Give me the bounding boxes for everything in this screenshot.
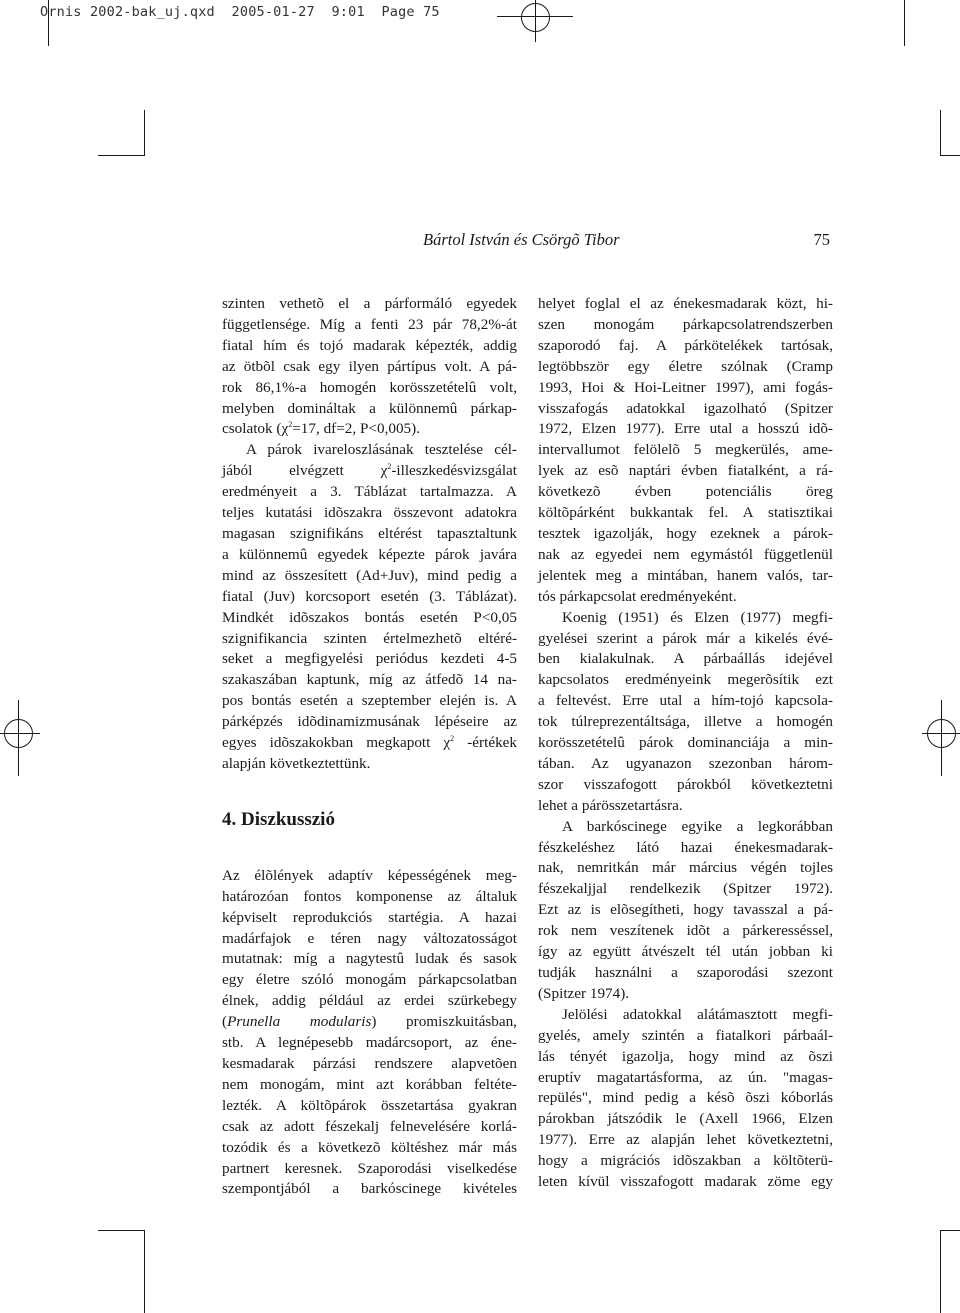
text-line: fiatal (Juv) korcsoport esetén (3. Táblázat). (222, 587, 517, 605)
text-line: tudják használni a szaporodási szezont (538, 964, 833, 981)
text-line: fészkeléshez látó hazai énekesmadarak- (538, 838, 833, 856)
text-line: egy életre szóló monogám párkapcsolatban (222, 971, 517, 989)
text-line: eruptív magatartásforma, az ún. "magas- (538, 1068, 833, 1086)
text-line: A barkóscinege egyike a legkorábban (562, 817, 833, 835)
text-fragment: =17, df=2, P<0,005). (292, 420, 421, 438)
text-line (222, 461, 517, 482)
text-line: rok 86,1%-a homogén korösszetételû volt, (222, 378, 517, 396)
text-line: fészekaljjal rendelkezik (Spitzer 1972). (538, 880, 833, 898)
crop-mark (144, 1230, 145, 1313)
printer-slug (40, 4, 440, 20)
slug-page-label: Page 75 (381, 4, 440, 20)
slug-filename: Ornis 2002-bak_uj.qxd (40, 4, 215, 20)
text-line: szen monogám párkapcsolatrendszerben (538, 315, 833, 333)
text-line: párképzés idõdinamizmusának lépéseire az (222, 713, 517, 731)
text-line: Az élõlények adaptív képességének meg- (222, 866, 517, 884)
crop-mark (98, 1230, 144, 1231)
text-line: gyelés, amely szintén a fiatalkori párbaál- (538, 1026, 833, 1044)
text-line: Koenig (1951) és Elzen (1977) megfi- (562, 608, 833, 626)
paragraph (538, 608, 833, 817)
superscript: 2 (450, 734, 455, 744)
text-line (222, 419, 517, 440)
text-line: tós párkapcsolat eredményeként. (538, 587, 737, 605)
text-line: mind az összesített (Ad+Juv), mind pedig a (222, 566, 517, 584)
text-fragment: ( (222, 1013, 228, 1031)
paragraph (538, 1005, 833, 1193)
text-line: a feltevést. Erre utal a hím-tojó kapcsola- (538, 692, 833, 710)
crop-mark (940, 1230, 941, 1313)
text-line: nak az egyedei nem egymástól függetlenül (538, 545, 833, 563)
paragraph (222, 440, 517, 775)
paragraph (538, 294, 833, 608)
crop-mark (940, 110, 941, 156)
species-name: Prunella modularis (227, 1013, 372, 1031)
slug-date: 2005-01-27 (231, 4, 315, 20)
text-line: párokban játszódik le (Axell 1966, Elzen (538, 1110, 833, 1128)
text-line: intervallumot felölelõ 5 megkerülés, ame- (538, 441, 833, 459)
running-head (390, 230, 832, 254)
crop-mark (904, 0, 905, 46)
text-line: élnek, addig például az erdei szürkebegy (222, 992, 517, 1010)
text-line: alapján következtettünk. (222, 754, 371, 772)
text-line: az ötbõl csak egy ilyen pártípus volt. A pá- (222, 357, 517, 375)
superscript: 2 (288, 420, 293, 430)
text-line: így az együtt átvészelt tél után jobban ki (538, 943, 833, 961)
text-line (222, 733, 517, 754)
text-line: pos bontás esetén a szeptember elején is. A (222, 692, 517, 710)
text-line: tozódik és a következõ költéshez már más (222, 1138, 517, 1156)
superscript: 2 (387, 462, 392, 472)
text-line: stb. A legnépesebb madárcsoport, az éne- (222, 1034, 517, 1052)
text-line: fiatal hím és tojó madarak képezték, addig (222, 336, 517, 354)
crop-mark (940, 155, 960, 156)
text-line: hogy a migrációs idõszakban a költõterü- (538, 1152, 833, 1170)
text-line: ben kialakulnak. A párbaállás idejével (538, 650, 833, 668)
crop-mark (98, 155, 144, 156)
text-line: határozóan fontos komponense az általuk (222, 887, 517, 905)
text-line: szempontjából a barkóscinege kivételes (222, 1180, 517, 1198)
text-line: kesmadarak párzási rendszere alapvetõen (222, 1055, 517, 1072)
text-line: mutatnak: míg a nagytestû ludak és sasok (222, 950, 517, 968)
text-line: teljes kutatási idõszakra összevont adatokra (222, 504, 517, 522)
text-line (222, 1012, 517, 1033)
text-line: függetlensége. Míg a fenti 23 pár 78,2%-át (222, 315, 517, 333)
text-fragment: -illeszkedésvizsgálat (391, 462, 517, 480)
right-column (538, 294, 833, 1193)
text-line: 1993, Hoi & Hoi-Leitner 1997), ami fogás- (538, 378, 833, 396)
text-line: nem monogám, mint azt korábban feltéte- (222, 1075, 517, 1093)
section-heading: 4. Diszkusszió (222, 808, 335, 830)
text-line: szinten vethetõ el a párformáló egyedek (222, 295, 517, 312)
text-line: tában. Az ugyanazon szezonban három- (538, 754, 833, 772)
text-line: költõpárként bukkantak fel. A statisztikai (538, 504, 833, 522)
text-line: 1977). Erre az alapján lehet következtetni, (538, 1131, 833, 1149)
paragraph (538, 817, 833, 1005)
text-line: Jelölési adatokkal alátámasztott megfi- (562, 1005, 833, 1023)
text-line: (Spitzer 1974). (538, 984, 630, 1002)
text-line: képviselt reprodukciós startégia. A hazai (222, 908, 517, 926)
text-line: melyben domináltak a különnemû párkap- (222, 399, 517, 417)
text-line: leten kívül visszafogott madarak zöme egy (538, 1173, 833, 1191)
text-line: szor visszafogott párokból következtetni (538, 775, 833, 793)
slug-time: 9:01 (331, 4, 365, 20)
paragraph (222, 866, 517, 1201)
text-fragment: egyes idõszakokban megkapott χ (222, 734, 451, 752)
text-line: Mindkét idõszakos bontás esetén P<0,05 (222, 608, 517, 626)
text-line: eredményeit a 3. Táblázat tartalmazza. A (222, 483, 517, 501)
text-fragment: jából elvégzett χ (222, 462, 388, 480)
paragraph (222, 294, 517, 440)
text-line: madárfajok e téren nagy változatosságot (222, 929, 517, 947)
text-line: tok túlreprezentáltsága, illetve a homogén (538, 713, 833, 731)
text-line: tesztek igazolják, hogy ezeknek a párok- (538, 524, 833, 542)
page-number: 75 (813, 230, 830, 249)
text-line: nak, nemritkán már március végén tojles (538, 859, 833, 877)
text-line: rok nem veszítenek idõt a párkeresséssel, (538, 922, 833, 940)
text-line: visszafogás adatokkal igazolható (Spitzer (538, 399, 833, 417)
left-column (222, 294, 517, 1200)
text-line: szaporodó faj. A párkötelékek tartósak, (538, 336, 833, 354)
text-line: seket a megfigyelési periódus kezdeti 4-5 (222, 650, 517, 668)
text-line: legtöbbször egy életre szólnak (Cramp (538, 357, 833, 375)
text-fragment: -értékek (454, 734, 517, 752)
text-line: csak az adott fészekalj felnevelésére korlá- (222, 1117, 517, 1135)
text-line: gyelései szerint a párok már a kikelés évé- (538, 629, 833, 647)
crop-mark (144, 110, 145, 156)
text-line: lás tényét igazolja, hogy mind az õszi (538, 1047, 833, 1065)
crop-mark (940, 1230, 960, 1231)
text-line: következõ évben potenciális öreg (538, 483, 833, 501)
text-fragment: ) promiszkuitásban, (371, 1013, 517, 1031)
text-line: a különnemû egyedek képezte párok javára (222, 545, 517, 563)
text-line: partnert keresnek. Szaporodási viselkedése (222, 1159, 517, 1177)
text-line: lehet a párösszetartásra. (538, 796, 683, 814)
text-fragment: csolatok (χ (222, 420, 289, 438)
text-line: A párok ivareloszlásának tesztelése cél- (246, 441, 517, 459)
text-line: korösszetételû párok dominanciája a min- (538, 734, 833, 752)
text-line: szignifikancia szinten értelmezhetõ eltéré- (222, 629, 517, 647)
text-line: repülés", mind pedig a késõ õszi kóborlás (538, 1089, 833, 1107)
text-line: szakaszában kaptunk, míg az átfedõ 14 na- (222, 671, 517, 689)
text-line: kapcsolatos eredményeink megerõsítik ezt (538, 671, 833, 689)
running-head-authors: Bártol István és Csörgõ Tibor (423, 230, 620, 249)
text-line: Ezt az is elõsegítheti, hogy tavasszal a pá- (538, 901, 833, 919)
text-line: lyek az esõ naptári évben fiatalként, a rá- (538, 462, 833, 480)
text-line: helyet foglal el az énekesmadarak közt, hi- (538, 295, 833, 312)
text-line: magasan szignifikáns eltérést tapasztaltunk (222, 524, 517, 542)
text-line: jelentek meg a mintában, hanem valós, tar- (538, 566, 833, 584)
text-line: 1972, Elzen 1977). Erre utal a hosszú idõ- (538, 420, 833, 438)
text-line: lezték. A költõpárok összetartása gyakran (222, 1096, 517, 1114)
